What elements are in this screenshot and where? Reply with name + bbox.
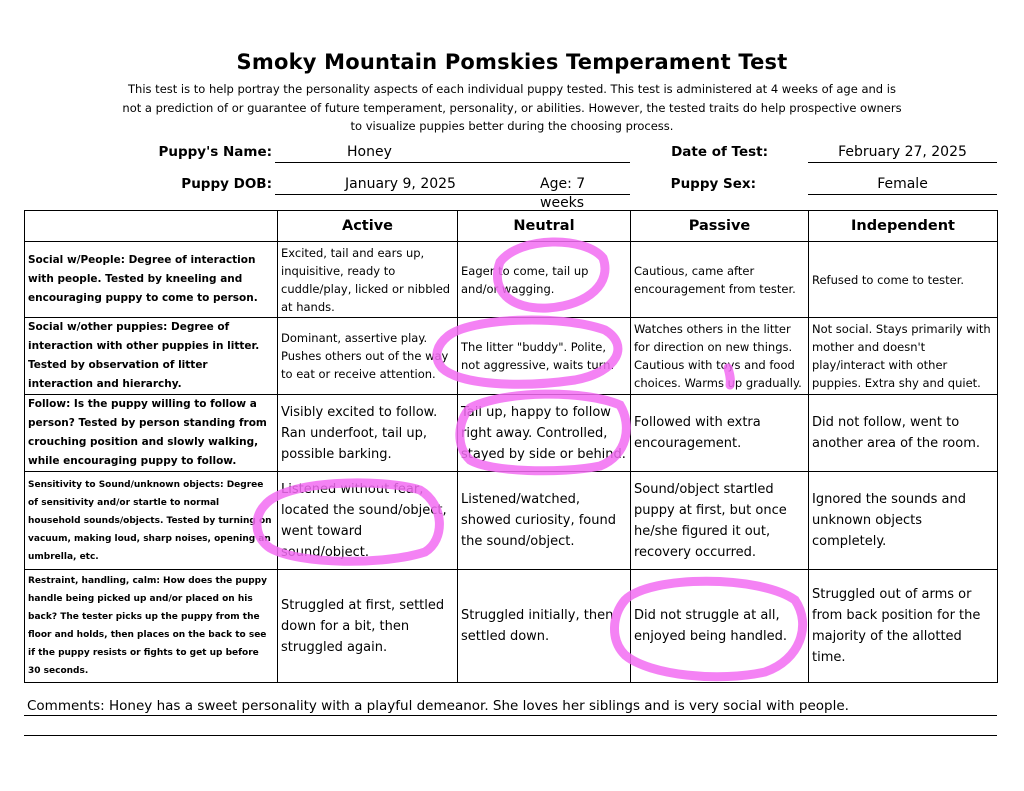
- row-cell-active: Listened without fear, located the sound/object, went toward sound/object.: [278, 472, 458, 570]
- puppy-name-field: [275, 143, 630, 163]
- row-cell-independent: Struggled out of arms or from back position for the majority of the allotted time.: [809, 570, 998, 683]
- comments-line: [24, 697, 997, 716]
- puppy-dob-value: January 9, 2025: [345, 176, 456, 192]
- page-title: Smoky Mountain Pomskies Temperament Test: [236, 50, 788, 74]
- row-cell-neutral: Eager to come, tail up and/or wagging.: [458, 242, 631, 318]
- puppy-age-value: Age: 7 weeks: [540, 176, 586, 211]
- date-of-test-field: February 27, 2025: [808, 143, 997, 163]
- row-cell-neutral: Listened/watched, showed curiosity, found the sound/object.: [458, 472, 631, 570]
- header-blank: [25, 211, 278, 242]
- row-cell-independent: Did not follow, went to another area of the room.: [809, 395, 998, 472]
- puppy-sex-field: Female: [808, 175, 997, 195]
- puppy-dob-field: [275, 175, 630, 211]
- puppy-dob-label: Puppy DOB:: [181, 176, 272, 192]
- row-question: Restraint, handling, calm: How does the puppy handle being picked up and/or placed on his back? The tester picks up the puppy from the floor and holds, then places on the back to see if the puppy resists or fights to get up before 30 seconds.: [25, 570, 278, 683]
- puppy-sex-label: Puppy Sex:: [670, 176, 756, 192]
- comments-text: Comments: Honey has a sweet personality with a playful demeanor. She loves her siblings and is very social with people.: [27, 698, 849, 714]
- table-row: [25, 570, 998, 683]
- row-cell-independent: Not social. Stays primarily with mother and doesn't play/interact with other puppies. Extra shy and quiet.: [809, 318, 998, 395]
- table-row: [25, 472, 998, 570]
- row-cell-active: Struggled at first, settled down for a bit, then struggled again.: [278, 570, 458, 683]
- row-cell-neutral: Tail up, happy to follow right away. Controlled, stayed by side or behind.: [458, 395, 631, 472]
- puppy-name-label: Puppy's Name:: [158, 144, 272, 160]
- row-cell-neutral: Struggled initially, then settled down.: [458, 570, 631, 683]
- temperament-table: [24, 210, 998, 683]
- row-cell-passive: Sound/object startled puppy at first, but once he/she figured it out, recovery occurred.: [631, 472, 809, 570]
- row-cell-active: Visibly excited to follow. Ran underfoot, tail up, possible barking.: [278, 395, 458, 472]
- row-cell-independent: Ignored the sounds and unknown objects completely.: [809, 472, 998, 570]
- row-cell-passive: Followed with extra encouragement.: [631, 395, 809, 472]
- row-cell-passive: Cautious, came after encouragement from tester.: [631, 242, 809, 318]
- table-row: [25, 242, 998, 318]
- row-cell-independent: Refused to come to tester.: [809, 242, 998, 318]
- row-cell-neutral: The litter "buddy". Polite, not aggressive, waits turn.: [458, 318, 631, 395]
- header-neutral: Neutral: [458, 211, 631, 242]
- row-question: Social w/other puppies: Degree of interaction with other puppies in litter. Tested by observation of litter interaction and hierarchy.: [25, 318, 278, 395]
- table-row: [25, 318, 998, 395]
- header-passive: Passive: [631, 211, 809, 242]
- blank-comment-line: [24, 735, 997, 736]
- row-cell-active: Dominant, assertive play. Pushes others out of the way to eat or receive attention.: [278, 318, 458, 395]
- date-of-test-label: Date of Test:: [671, 144, 768, 160]
- intro-paragraph: This test is to help portray the personality aspects of each individual puppy tested. This test is administered at 4 weeks of age and is not a prediction of or guarantee of future temperament, personality, or abilities. However, the tested traits do help prospective owners to visualize puppies better during the choosing process.: [122, 82, 902, 133]
- row-question: Sensitivity to Sound/unknown objects: Degree of sensitivity and/or startle to normal household sounds/objects. Tested by turning on vacuum, making loud, sharp noises, opening an umbrella, etc.: [25, 472, 278, 570]
- table-row: [25, 395, 998, 472]
- row-question: Follow: Is the puppy willing to follow a person? Tested by person standing from crouching position and slowly walking, while encouraging puppy to follow.: [25, 395, 278, 472]
- header-active: Active: [278, 211, 458, 242]
- table-header-row: [25, 211, 998, 242]
- row-cell-active: Excited, tail and ears up, inquisitive, ready to cuddle/play, licked or nibbled at hands.: [278, 242, 458, 318]
- row-cell-passive: Did not struggle at all, enjoyed being handled.: [631, 570, 809, 683]
- row-cell-passive: Watches others in the litter for direction on new things. Cautious with toys and food choices. Warms up gradually.: [631, 318, 809, 395]
- puppy-name-value: Honey: [347, 144, 392, 160]
- row-question: Social w/People: Degree of interaction with people. Tested by kneeling and encouraging puppy to come to person.: [25, 242, 278, 318]
- header-independent: Independent: [809, 211, 998, 242]
